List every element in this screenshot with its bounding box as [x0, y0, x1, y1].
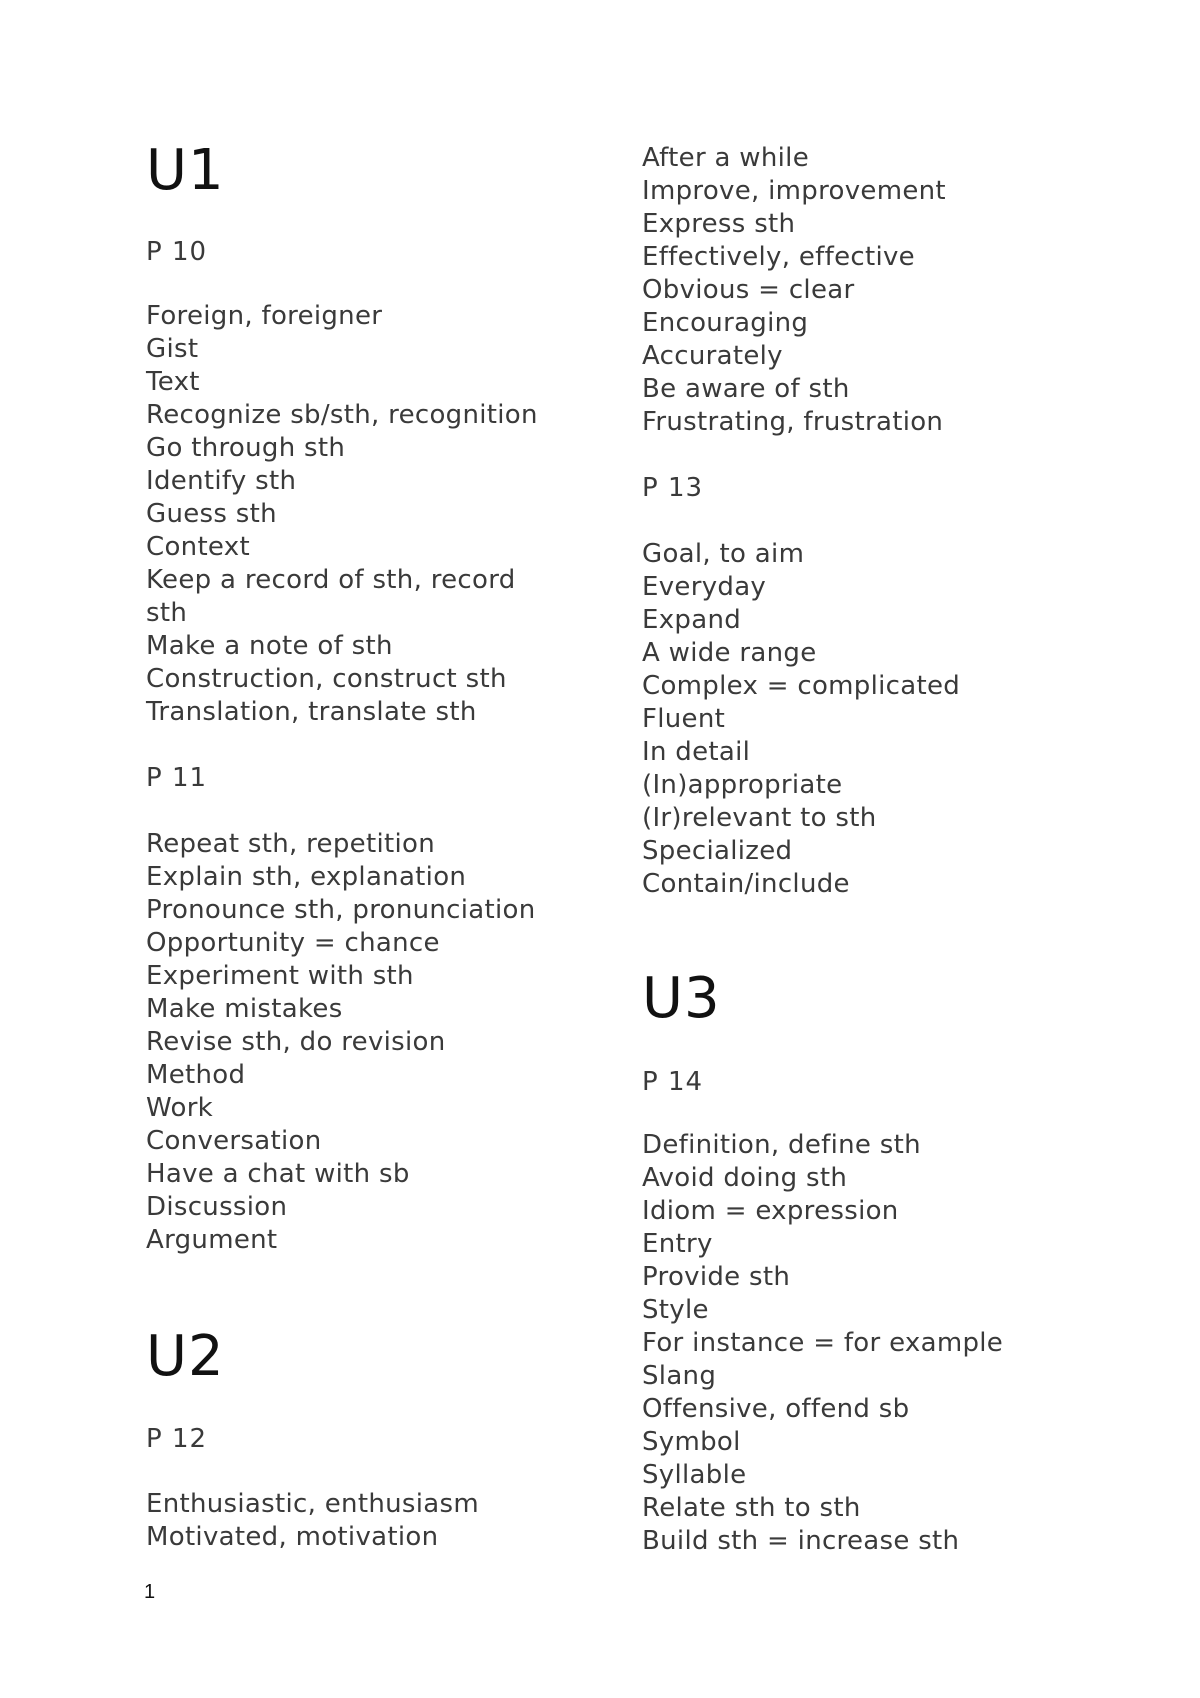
vocab-list-p12 [146, 1488, 586, 1554]
list-item: Slang [642, 1361, 717, 1391]
list-item: Provide sth [642, 1262, 791, 1292]
list-item: Text [146, 367, 200, 397]
page-heading-p11: P 11 [146, 763, 208, 793]
list-item: Revise sth, do revision [146, 1027, 446, 1057]
list-item: Method [146, 1060, 246, 1090]
page-number: 1 [144, 1581, 156, 1603]
list-item: Contain/include [642, 869, 850, 899]
list-item: Gist [146, 334, 199, 364]
list-item: Accurately [642, 341, 783, 371]
list-item: Express sth [642, 209, 796, 239]
list-item: Goal, to aim [642, 539, 805, 569]
unit-title-u2: U2 [146, 1324, 225, 1389]
list-item: Construction, construct sth [146, 664, 507, 694]
list-item: Work [146, 1093, 214, 1123]
list-item: Syllable [642, 1460, 747, 1490]
list-item: Style [642, 1295, 709, 1325]
list-item: Guess sth [146, 499, 277, 529]
list-item: Obvious = clear [642, 275, 855, 305]
list-item: After a while [642, 143, 809, 173]
list-item: Enthusiastic, enthusiasm [146, 1489, 479, 1519]
list-item: (In)appropriate [642, 770, 843, 800]
list-item: Everyday [642, 572, 767, 602]
list-item: Entry [642, 1229, 713, 1259]
list-item: Context [146, 532, 250, 562]
list-item: Pronounce sth, pronunciation [146, 895, 536, 925]
list-item: Symbol [642, 1427, 741, 1457]
list-item: Definition, define sth [642, 1130, 921, 1160]
list-item: Complex = complicated [642, 671, 961, 701]
list-item: Translation, translate sth [146, 697, 477, 727]
vocab-list-p13 [642, 538, 1082, 901]
list-item: Recognize sb/sth, recognition [146, 400, 538, 430]
vocab-list-p11 [146, 828, 586, 1257]
list-item: Offensive, offend sb [642, 1394, 910, 1424]
list-item: Repeat sth, repetition [146, 829, 435, 859]
list-item: Go through sth [146, 433, 346, 463]
list-item: Relate sth to sth [642, 1493, 861, 1523]
list-item: Opportunity = chance [146, 928, 440, 958]
list-item: Be aware of sth [642, 374, 850, 404]
unit-title-u3: U3 [642, 966, 721, 1031]
list-item: Build sth = increase sth [642, 1526, 960, 1556]
page-heading-p12: P 12 [146, 1424, 208, 1454]
unit-title-u1: U1 [146, 138, 225, 203]
list-item: Experiment with sth [146, 961, 414, 991]
page-heading-p13: P 13 [642, 473, 704, 503]
page-heading-p14: P 14 [642, 1067, 704, 1097]
list-item: Encouraging [642, 308, 809, 338]
list-item: Motivated, motivation [146, 1522, 439, 1552]
list-item: Idiom = expression [642, 1196, 899, 1226]
list-item: Have a chat with sb [146, 1159, 410, 1189]
page-heading-p10: P 10 [146, 237, 208, 267]
list-item: Expand [642, 605, 742, 635]
vocab-list-p14 [642, 1129, 1082, 1558]
list-item: Frustrating, frustration [642, 407, 944, 437]
list-item: Argument [146, 1225, 278, 1255]
list-item: Keep a record of sth, record sth [146, 565, 516, 628]
list-item: Explain sth, explanation [146, 862, 467, 892]
list-item: In detail [642, 737, 751, 767]
list-item: Avoid doing sth [642, 1163, 848, 1193]
vocab-list-p12-continued [642, 142, 1082, 439]
list-item: Discussion [146, 1192, 288, 1222]
vocab-list-p10 [146, 300, 586, 729]
list-item: Fluent [642, 704, 726, 734]
list-item: Specialized [642, 836, 793, 866]
list-item: Foreign, foreigner [146, 301, 383, 331]
list-item: Identify sth [146, 466, 297, 496]
list-item: Make mistakes [146, 994, 343, 1024]
list-item: Effectively, effective [642, 242, 915, 272]
list-item: For instance = for example [642, 1328, 1004, 1358]
list-item: A wide range [642, 638, 817, 668]
list-item: (Ir)relevant to sth [642, 803, 877, 833]
list-item: Conversation [146, 1126, 322, 1156]
list-item: Make a note of sth [146, 631, 393, 661]
list-item: Improve, improvement [642, 176, 946, 206]
